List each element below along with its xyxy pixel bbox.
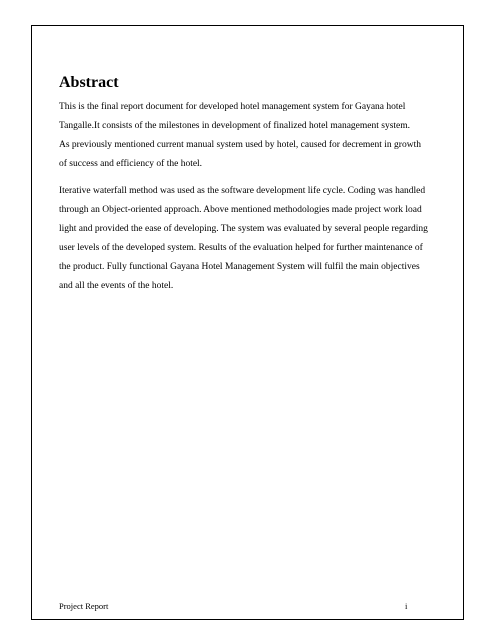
paragraph-line: Iterative waterfall method was used as the software development life cycle. Coding was handled — [59, 186, 426, 196]
paragraph-line: light and provided the ease of developing. The system was evaluated by several people regarding — [59, 224, 428, 234]
paragraph-line: through an Object-oriented approach. Above mentioned methodologies made project work load — [59, 205, 422, 215]
paragraph-line: As previously mentioned current manual system used by hotel, caused for decrement in growth — [59, 140, 421, 150]
abstract-paragraph-2 — [59, 182, 444, 296]
page-title: Abstract — [59, 74, 119, 91]
page-number: i — [405, 601, 408, 611]
paragraph-line: Tangalle.It consists of the milestones in development of finalized hotel management system. — [59, 121, 411, 131]
abstract-paragraph-1 — [59, 98, 444, 174]
footer-label: Project Report — [59, 601, 109, 611]
paragraph-line: and all the events of the hotel. — [59, 281, 174, 291]
paragraph-line: the product. Fully functional Gayana Hotel Management System will fulfil the main objectives — [59, 262, 420, 272]
paragraph-line: This is the final report document for developed hotel management system for Gayana hotel — [59, 102, 406, 112]
paragraph-line: of success and efficiency of the hotel. — [59, 159, 203, 169]
paragraph-line: user levels of the developed system. Results of the evaluation helped for further maintenance of — [59, 243, 423, 253]
